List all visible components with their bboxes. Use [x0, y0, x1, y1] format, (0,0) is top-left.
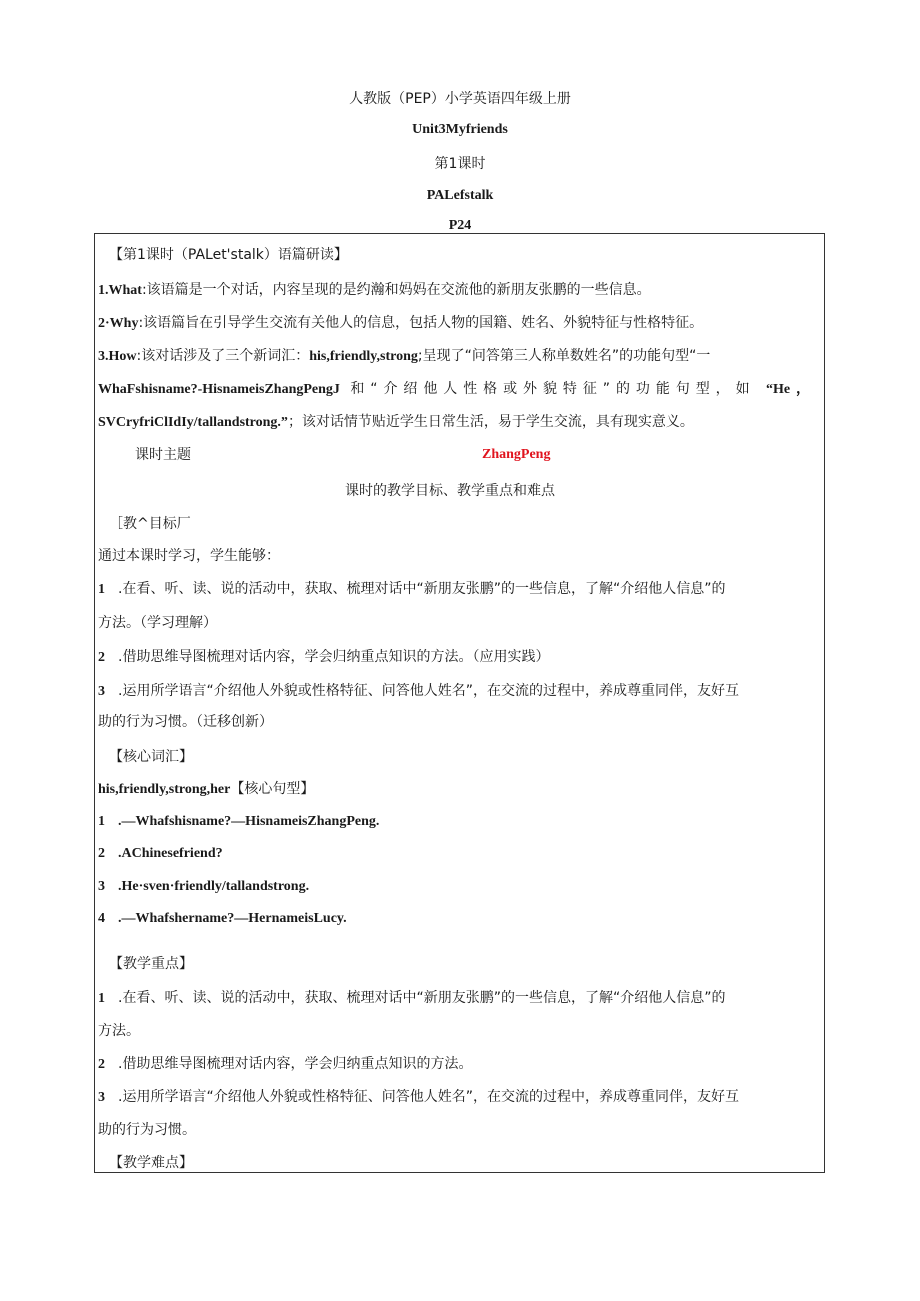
key-point-item-3-cont: 助的行为习惯。 — [98, 1122, 196, 1138]
part-title: PALefstalk — [426, 188, 494, 203]
objective-num: 2 — [98, 650, 105, 665]
vocab-words: his,friendly,strong,her — [98, 782, 231, 797]
sentence-num: 3 — [98, 879, 105, 894]
how-words: his,friendly,strong — [309, 349, 418, 364]
objective-item-3 — [98, 682, 739, 701]
sentence-item-3 — [98, 877, 309, 896]
objective-num: 1 — [98, 582, 105, 597]
sentence-item-4 — [98, 909, 347, 928]
key-point-item-3 — [98, 1088, 739, 1107]
what-label: 1.What — [98, 283, 142, 298]
how-line2-b: 和“介绍他人性格或外貌特征”的功能句型，如 — [350, 381, 756, 397]
key-point-item-1 — [98, 989, 725, 1008]
objectives-title: 课时的教学目标、教学重点和难点 — [345, 483, 555, 499]
key-point-num: 3 — [98, 1090, 105, 1105]
analysis-why — [98, 314, 703, 333]
analysis-how-line2 — [98, 380, 810, 399]
book-title: 人教版（PEP）小学英语四年级上册 — [349, 91, 571, 107]
how-line3-b: ；该对话情节贴近学生日常生活，易于学生交流，具有现实意义。 — [287, 414, 694, 430]
how-line3-a: SVCryfriClIdIy/tallandstrong.” — [98, 415, 288, 430]
lesson-plan-box — [94, 233, 825, 1173]
page-number: P24 — [448, 218, 472, 233]
sentence-text: .AChinesefriend? — [118, 846, 223, 861]
objective-num: 3 — [98, 684, 105, 699]
sentence-num: 4 — [98, 911, 105, 926]
key-point-num: 1 — [98, 991, 105, 1006]
objectives-intro: 通过本课时学习，学生能够： — [98, 548, 280, 564]
unit-title: Unit3Myfriends — [412, 122, 508, 137]
difficulties-heading: 【教学难点】 — [109, 1155, 193, 1171]
how-line2-c: “He， — [765, 382, 810, 397]
key-point-text: .运用所学语言“介绍他人外貌或性格特征、问答他人姓名”，在交流的过程中，养成尊重同伴，友好互 — [118, 1089, 739, 1105]
sentence-text: .He·sven·friendly/tallandstrong. — [118, 879, 310, 894]
key-point-num: 2 — [98, 1057, 105, 1072]
theme-value: ZhangPeng — [482, 447, 551, 462]
how-text-1: :该对话涉及了三个新词汇： — [136, 348, 310, 364]
sentence-item-1 — [98, 812, 379, 831]
what-text: :该语篇是一个对话，内容呈现的是约瀚和妈妈在交流他的新朋友张鹏的一些信息。 — [141, 282, 651, 298]
objective-item-1 — [98, 580, 725, 599]
how-label: 3.How — [98, 349, 137, 364]
vocab-line — [98, 780, 314, 799]
analysis-what — [98, 281, 651, 300]
key-point-item-1-cont: 方法。 — [98, 1023, 140, 1039]
sentence-heading: 【核心句型】 — [230, 781, 315, 797]
sentence-num: 1 — [98, 814, 105, 829]
objective-text: .借助思维导图梳理对话内容，学会归纳重点知识的方法。（应用实践） — [118, 649, 550, 665]
sentence-num: 2 — [98, 846, 105, 861]
how-line2-a: WhaFshisname?-HisnameisZhangPengJ — [98, 382, 340, 397]
sentence-text: .—Whafshisname?—HisnameisZhangPeng. — [118, 814, 380, 829]
analysis-how-line3 — [98, 413, 694, 432]
how-text-2: ;呈现了“问答第三人称单数姓名”的功能句型“一 — [417, 348, 711, 364]
key-points-heading: 【教学重点】 — [109, 956, 193, 972]
why-label: 2·Why — [98, 316, 139, 331]
sentence-item-2 — [98, 844, 223, 863]
analysis-how-line1 — [98, 347, 710, 366]
key-point-text: .借助思维导图梳理对话内容，学会归纳重点知识的方法。 — [118, 1056, 473, 1072]
vocab-heading: 【核心词汇】 — [109, 749, 193, 765]
theme-label: 课时主题 — [135, 447, 191, 463]
objective-item-2 — [98, 648, 549, 667]
analysis-heading: 【第1课时（PALet'stalk）语篇研读】 — [109, 247, 348, 263]
sentence-text: .—Whafshername?—HernameisLucy. — [118, 911, 347, 926]
lesson-title: 第1课时 — [434, 156, 486, 172]
objective-item-3-cont: 助的行为习惯。（迁移创新） — [98, 714, 273, 730]
objective-item-1-cont: 方法。（学习理解） — [98, 615, 217, 631]
why-text: :该语篇旨在引导学生交流有关他人的信息，包括人物的国籍、姓名、外貌特征与性格特征。 — [138, 315, 704, 331]
key-point-text: .在看、听、读、说的活动中，获取、梳理对话中“新朋友张鹏”的一些信息，了解“介绍他人信息”的 — [118, 990, 726, 1006]
objectives-heading: ［教^目标厂 — [109, 516, 191, 532]
key-point-item-2 — [98, 1055, 472, 1074]
objective-text: .运用所学语言“介绍他人外貌或性格特征、问答他人姓名”，在交流的过程中，养成尊重同伴，友好互 — [118, 683, 739, 699]
objective-text: .在看、听、读、说的活动中，获取、梳理对话中“新朋友张鹏”的一些信息，了解“介绍他人信息”的 — [118, 581, 726, 597]
